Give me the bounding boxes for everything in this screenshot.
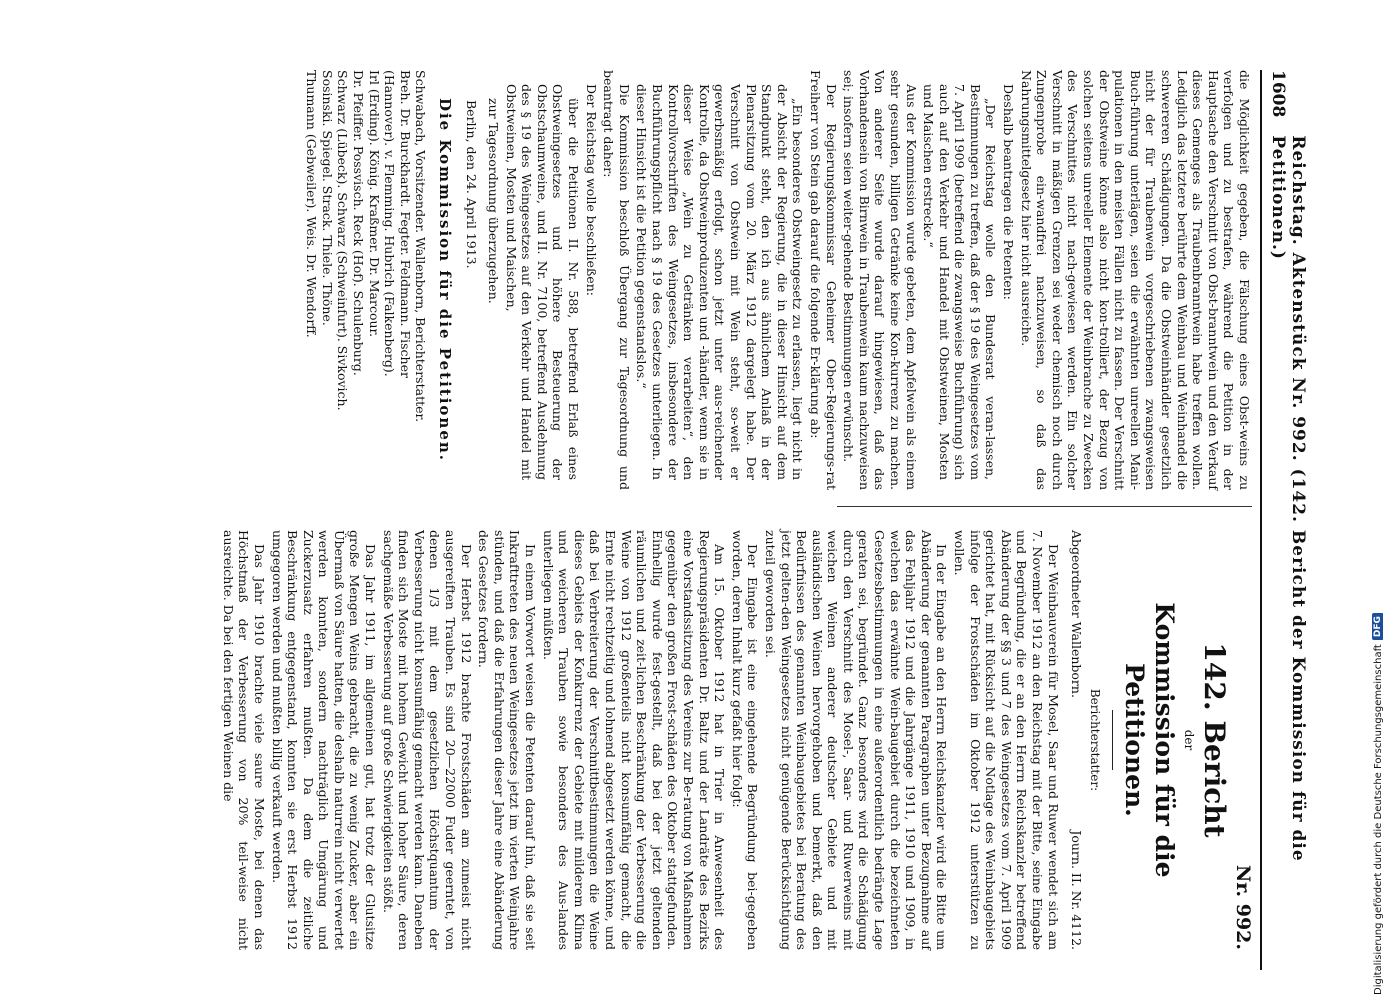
rapporteur-line [1069, 530, 1085, 950]
page-header [1260, 70, 1308, 970]
digitization-credit [1358, 0, 1383, 1000]
paragraph-quote: zur Tagesordnung überzugehen. [486, 98, 502, 304]
member-line: Thumann (Gebweiler). Weis. Dr. Wendorff. [304, 70, 320, 338]
report-heading: 142. Bericht [1198, 642, 1232, 838]
paragraph: Aus der Kommission wurde gebeten, dem Apfelwein als einem sehr gesunden, billigen Getränke keine Kon-kurrenz zu machen. Von anderer Seite wurde darauf hingewiesen, daß das Vorhandensein von Birnwein in Traubenwein kaum nachzuweisen sei; insofern seien weiter-gehende Bestimmungen erwünscht. [841, 70, 919, 490]
rapporteur-name: Abgeordneter Wallenborn. [1069, 530, 1085, 698]
member-line: Irl (Erding). König. Kraßmer. Dr. Marcour. [366, 70, 382, 338]
paragraph: Am 15. Oktober 1912 hat in Trier in Anwesenheit des Regierungspräsidenten Dr. Baltz und der Landräte des Bezirks eine Vorstandssitzung des Vereins zur Be-ratung von Maßnahmen gegenüber den großen Frost-schäden des Oktober stattgefunden. Einhellig wurde fest-gestellt, daß bei der jetzt geltenden räumlichen und zeit-lichen Beschränkung der Verbesserung die Weine von 1912 großenteils nicht konsumfähig gemacht, die Ernte nicht rechtzeitig und lohnend abgesetzt werden könne, und daß bei Verbreiterung der Verschnittbestimmungen die Weine dieses Gebiets der Konkurrenz der Gebiete mit milderem Klima und weicheren Trauben sowie besonders des Aus-landes unterliegen müßten. [540, 530, 728, 950]
date-line: Berlin, den 24. April 1913. [464, 100, 480, 269]
dfg-logo-icon: DFG [1372, 613, 1383, 640]
paragraph: die Möglichkeit gegeben, die Fälschung eines Obst-weins zu verfolgen und zu bestrafen, während die Petition in der Hauptsache den Verschnitt von Obst-branntwein und den Verkauf dieses Gemenges als Traubenbranntwein habe treffen wollen. Lediglich das letztere berührte dem Weinbau und Weinhandel die schwereren Schädigungen. Da die Obstweinhändler gesetzlich nicht der für Traubenwein vorgeschriebenen zwangsweisen Buch-führung unterlägen, seien die erwähnten unreellen Mani-pulationen in den meisten Fällen nicht zu fassen. Der Verschnitt der Obstweine könne also nicht kon-trolliert, der Bezug von solchen seitens unreeller Elemente der Weinbranche zu Zwecken des Verschnittes nicht nach-gewiesen werden. Ein solcher Verschnitt in mäßigen Grenzen sei weder chemisch noch durch Zungenprobe ein-wandfrei nachzuweisen, so daß das Nahrungsmittelgesetz hier nicht ausreiche. [1018, 70, 1252, 490]
running-title: Reichstag. Aktenstück Nr. 992. (142. Bericht der Kommission für die Petitionen.) [1268, 135, 1308, 862]
paragraph: Der Reichstag wolle beschließen: [583, 84, 599, 296]
page-number: 1608 [1268, 70, 1288, 118]
credit-text: Digitalisierung gefördert durch die Deutsche Forschungsgemeinschaft [1372, 644, 1383, 995]
column-divider [837, 506, 1252, 507]
paragraph: Die Kommission beschloß Übergang zur Tagesordnung und beantragt daher: [601, 70, 632, 490]
member-line: Schwabach, Vorsitzender. Wallenborn, Berichterstatter. [413, 70, 429, 423]
commission-title: Die Kommission für die Petitionen. [435, 97, 454, 463]
member-line: Schwarz (Lübeck). Schwarz (Schweinfurt). Sivkovich. [335, 70, 351, 411]
member-list [304, 70, 429, 490]
heading-connector: der [1182, 729, 1197, 751]
member-line: Dr. Pfeiffer. Possvisch. Reck (Hof). Schulenburg. [350, 70, 366, 376]
rapporteur-label: Berichterstatter: [1087, 688, 1102, 792]
journal-number: Journ. II. Nr. 4112. [1069, 830, 1085, 950]
paragraph: Der Weinbauverein für Mosel, Saar und Ruwer wendet sich am 7. November 1912 an den Reichstag mit der Bitte, seine Eingabe und Begründung, die er an den Herrn Reichskanzler betreffend Abänderung der §§ 3 und 7 des Weingesetzes vom 7. April 1909 gerichtet hat, mit Rücksicht auf die Notlage des Weinbaugebiets infolge der Frostschäden im Oktober 1912 unterstützen zu wollen. [952, 530, 1061, 950]
left-column [304, 70, 1252, 490]
paragraph: In einem Vorwort weisen die Petenten darauf hin, daß sie seit Inkrafttreten des neuen Weingesetzes jetzt im vierten Weinjahre stünden, und daß die Erfahrungen dieser Jahre eine Abänderung des Gesetzes fordern. [476, 530, 539, 950]
paragraph-quote: über die Petitionen II. Nr. 588, betreffend Erlaß eines Obstweingesetzes und höhere Besteuerung der Obstschaumweine, und II. Nr. 7100, betreffend Ausdehnung des § 19 des Weingesetzes auf den Verkehr und Handel mit Obstweinen, Mosten und Maischen, [503, 84, 582, 480]
commission-heading: Kommission für die Petitionen. [1119, 602, 1179, 878]
paragraph: Der Herbst 1912 brachte Frostschäden am zumeist nicht ausgereiften Trauben. Es sind 20—22000 Fuder geerntet, von denen 1/3 mit dem gesetzlichen Höchstquantum der Verbesserung nicht konsumfähig gemacht werden kann. Daneben finden sich Moste mit hohem Gewicht und hoher Säure, deren sachgemäße Verbesserung auf große Schwierigkeiten stößt. [380, 530, 474, 950]
right-column [218, 530, 1252, 950]
member-line: Breh. Dr. Burckhardt. Fegter. Feldmann. Fischer [397, 70, 413, 378]
paragraph: Deshalb beantragen die Petenten: [1001, 84, 1017, 300]
heading-rule [1112, 710, 1113, 770]
paragraph-quote: „Ein besonderes Obstweingesetz zu erlassen, liegt nicht in der Absicht der Regierung, die in dieser Hinsicht auf dem Standpunkt steht, den ich aus ähnlichem Anlaß in der Plenarsitzung vom 20. März 1912 dargelegt habe. Der Verschnitt von Obstwein mit Wein steht, so-weit er gewerbsmäßig erfolgt, schon jetzt unter aus-reichender Kontrolle, da Obstweinproduzenten und -händler, wenn sie in dieser Weise „Wein zu Getränken verarbeiten“, den Kontrollvorschriften des Weingesetzes, insbesondere der Buchführungspflicht nach § 19 des Gesetzes unterliegen. In dieser Hinsicht ist die Petition gegenstandslos.“ [634, 84, 806, 480]
paragraph-quote: „Der Reichstag wolle den Bundesrat veran-lassen, Bestimmungen zu treffen, daß der § 19 des Weingesetzes vom 7. April 1909 (betreffend die zwangsweise Buchführung) sich auch auf den Verkehr und Handel mit Obstweinen, Mosten und Maischen erstrecke.“ [921, 84, 999, 480]
paragraph: Das Jahr 1911, im allgemeinen gut, hat trotz der Glutsitze große Mengen Weins gebracht, die zu wenig Zucker, aber ein Übermaß von Säure hatten, die deshalb naturrein nicht verwertet werden konnten, sondern nachträglich Umgärung und Zuckerzusatz erfahren mußten. Da dem die zeitliche Beschränkung entgegenstand, konnten sie erst Herbst 1912 umgegoren werden und mußten billig verkauft werden. [269, 530, 379, 950]
paragraph: Der Eingabe ist eine eingehende Begründung bei-gegeben worden, deren Inhalt kurz gefaßt hier folgt: [729, 530, 761, 950]
document-number: Nr. 992. [1232, 864, 1254, 950]
paragraph: Das Jahr 1910 brachte viele saure Moste, bei denen das Höchstmaß der Verbesserung von 20% teil-weise nicht ausreichte. Da bei den fertigen Weinen die [220, 530, 267, 950]
member-line: Sosinski. Spiegel. Strack. Thiele. Thöne. [319, 70, 335, 326]
member-line: (Hannover). v. Flemming. Hubrich (Falkenberg). [382, 70, 398, 377]
paragraph: Der Regierungskommissar Geheimer Ober-Regierungs-rat Freiherr von Stein gab darauf die folgende Er-klärung ab: [807, 70, 839, 490]
paragraph: In der Eingabe an den Herrn Reichskanzler wird die Bitte um Abänderung der genannten Paragraphen unter Bezugnahme auf das Fehljahr 1912 und die Jahrgänge 1911, 1910 und 1909, in welchen das erwähnte Wein-baugebiet durch die bezeichneten Gesetzesbestimmungen in eine außerordentlich bedrängte Lage geraten sei, begründet. Ganz besonders wird die Schädigung durch den Verschnitt des Mosel-, Saar- und Ruwerweins mit weichen Weinen anderer deutscher Gebiete und mit ausländischen Weinen hervorgehoben und bemerkt, daß den Bedürfnissen des genannten Weinbaugebietes bei Beratung des jetzt gelten-den Weingesetzes nicht genügende Berücksichtigung zuteil geworden sei. [762, 530, 950, 950]
